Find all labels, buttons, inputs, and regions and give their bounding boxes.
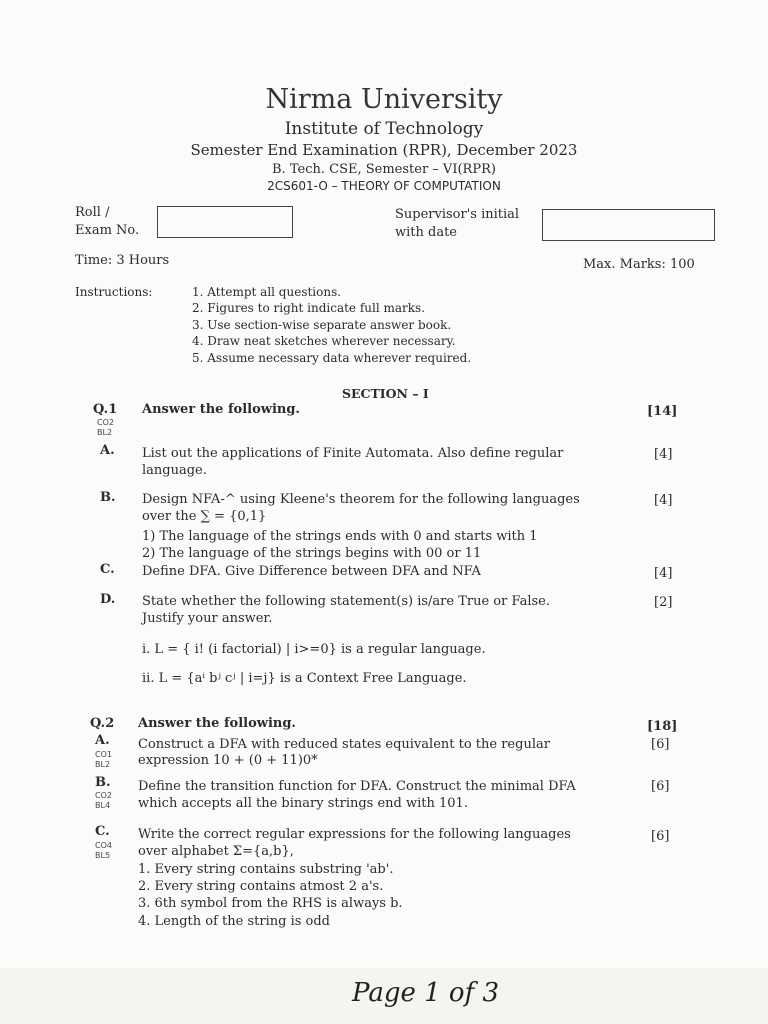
q2-c-text: 4. Length of the string is odd (138, 914, 331, 929)
q1-b-text: 2) The language of the strings begins with 00 or 11 (142, 546, 482, 561)
instruction-item: 3. Use section-wise separate answer book. (192, 318, 452, 332)
q1-c-label: C. (100, 562, 115, 577)
q1-marks: [14] (647, 404, 678, 419)
q1-b-text: 1) The language of the strings ends with 0 and starts with 1 (142, 529, 538, 544)
q2-b-label: B. (95, 775, 111, 790)
roll-number-box[interactable] (157, 206, 293, 238)
q2-b-text: which accepts all the binary strings end with 101. (138, 796, 468, 811)
q2-b-bl-code: BL4 (95, 801, 111, 810)
q2-c-text: 3. 6th symbol from the RHS is always b. (138, 896, 403, 911)
q2-a-marks: [6] (651, 737, 670, 752)
instructions-label: Instructions: (75, 285, 153, 299)
q2-marks: [18] (647, 719, 678, 734)
q1-bl-code: BL2 (97, 428, 113, 437)
course-name: 2CS601-O – THEORY OF COMPUTATION (267, 179, 501, 193)
q1-a-text: List out the applications of Finite Automata. Also define regular (142, 446, 564, 461)
q1-co-code: CO2 (97, 418, 114, 427)
supervisor-initial-box[interactable] (542, 209, 715, 241)
exam-name: Semester End Examination (RPR), December 2023 (190, 141, 578, 159)
q1-d-text: i. L = { i! (i factorial) | i>=0} is a regular language. (142, 642, 486, 657)
q1-d-text: Justify your answer. (142, 611, 273, 626)
q1-number: Q.1 (93, 402, 118, 417)
q2-a-bl-code: BL2 (95, 760, 111, 769)
q2-c-label: C. (95, 824, 110, 839)
q2-b-co-code: CO2 (95, 791, 112, 800)
q1-title: Answer the following. (142, 402, 300, 417)
q2-c-bl-code: BL5 (95, 851, 111, 860)
handwritten-page-number: Page 1 of 3 (352, 978, 500, 1008)
q2-b-marks: [6] (651, 779, 670, 794)
q1-a-marks: [4] (654, 447, 673, 462)
university-title: Nirma University (265, 84, 503, 115)
q1-b-text: over the ∑ = {0,1} (142, 509, 267, 524)
q1-d-text: ii. L = {aⁱ bʲ cʲ | i=j} is a Context Free Language. (142, 671, 467, 686)
programme-name: B. Tech. CSE, Semester – VI(RPR) (272, 162, 496, 177)
q2-number: Q.2 (90, 716, 115, 731)
q1-b-label: B. (100, 490, 116, 505)
q1-d-text: State whether the following statement(s) is/are True or False. (142, 594, 551, 609)
q2-title: Answer the following. (138, 716, 296, 731)
q2-c-text: 1. Every string contains substring 'ab'. (138, 862, 394, 877)
q2-a-co-code: CO1 (95, 750, 112, 759)
q1-d-marks: [2] (654, 595, 673, 610)
q1-c-text: Define DFA. Give Difference between DFA and NFA (142, 564, 481, 579)
instruction-item: 5. Assume necessary data wherever required. (192, 351, 472, 365)
q2-c-marks: [6] (651, 829, 670, 844)
q1-a-label: A. (100, 443, 115, 458)
q2-a-text: expression 10 + (0 + 11)0* (138, 753, 318, 768)
q2-c-co-code: CO4 (95, 841, 112, 850)
q2-c-text: over alphabet Σ={a,b}, (138, 844, 294, 859)
section-title: SECTION – I (342, 386, 429, 401)
q2-c-text: 2. Every string contains atmost 2 a's. (138, 879, 384, 894)
roll-label-line1: Roll / (75, 205, 110, 220)
institute-name: Institute of Technology (284, 119, 484, 139)
q2-c-text: Write the correct regular expressions for the following languages (138, 827, 571, 842)
instruction-item: 4. Draw neat sketches wherever necessary. (192, 334, 456, 348)
q1-a-text: language. (142, 463, 207, 478)
q2-a-text: Construct a DFA with reduced states equivalent to the regular (138, 737, 550, 752)
instruction-item: 1. Attempt all questions. (192, 285, 342, 299)
q1-c-marks: [4] (654, 566, 673, 581)
supervisor-label-line2: with date (395, 225, 458, 240)
instruction-item: 2. Figures to right indicate full marks. (192, 301, 426, 315)
roll-label-line2: Exam No. (75, 223, 140, 238)
supervisor-label-line1: Supervisor's initial (395, 207, 520, 222)
exam-time: Time: 3 Hours (75, 253, 170, 268)
q2-a-label: A. (95, 733, 110, 748)
q1-d-label: D. (100, 592, 116, 607)
max-marks: Max. Marks: 100 (583, 257, 695, 272)
q2-b-text: Define the transition function for DFA. Construct the minimal DFA (138, 779, 576, 794)
q1-b-marks: [4] (654, 493, 673, 508)
q1-b-text: Design NFA-^ using Kleene's theorem for the following languages (142, 492, 580, 507)
